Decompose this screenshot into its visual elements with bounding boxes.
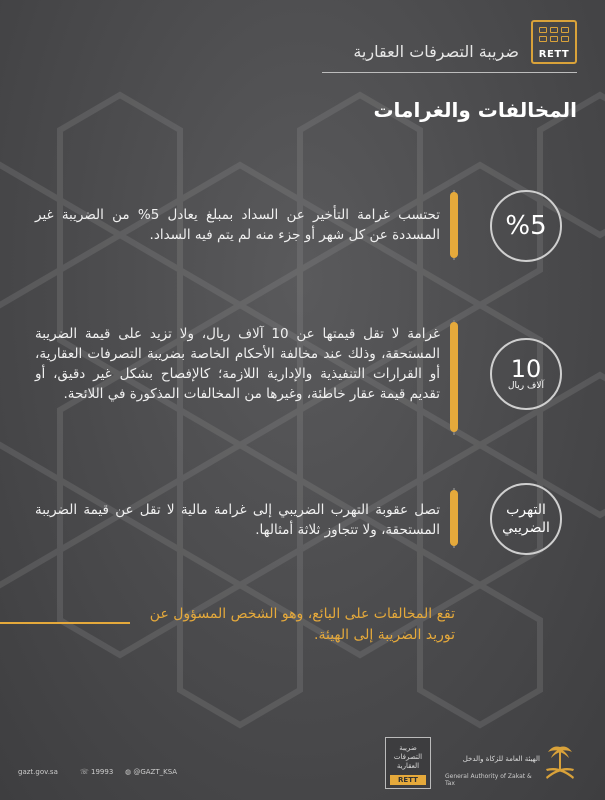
header-title: ضريبة التصرفات العقارية [353, 42, 519, 61]
authority-name-english: General Authority of Zakat & Tax [445, 773, 532, 787]
badge-value: 10 [510, 355, 542, 383]
item-text-late-payment: تحتسب غرامة التأخير عن السداد بمبلغ يعادل 5% من الضريبة غير المسددة عن كل شهر أو جزء منه لم يتم فيه السداد. [35, 207, 440, 243]
badge-circle-percent [490, 190, 562, 262]
timeline-bar [450, 322, 458, 432]
seller-responsibility-note: تقع المخالفات على البائع، وهو الشخص المسؤول عن توريد الضريبة إلى الهيئة. [149, 606, 455, 643]
palm-swords-emblem-icon [540, 743, 580, 781]
footer [0, 715, 605, 800]
badge-circle-ten-thousand [490, 338, 562, 410]
note-accent-line [0, 622, 130, 624]
twitter-handle-text: @GAZT_KSA [133, 768, 178, 776]
rett-footer-logo [385, 737, 431, 789]
badge-circle-tax-evasion [490, 483, 562, 555]
rett-logo-grid-icon [539, 27, 569, 42]
timeline-bar [450, 192, 458, 258]
authority-name-arabic: الهيئة العامة للزكاة والدخل [462, 755, 540, 763]
badge-value: %5 [505, 211, 547, 241]
phone-number-text: 19993 [91, 768, 114, 776]
rett-logo [531, 20, 577, 64]
phone-icon: ☏ [80, 768, 89, 776]
timeline-bar [450, 490, 458, 546]
item-text-tax-evasion: تصل عقوبة التهرب الضريبي إلى غرامة مالية لا تقل عن قيمة الضريبة المستحقة، ولا تتجاوز ثلاثة أمثالها. [35, 502, 440, 538]
rett-footer-logo-arabic: ضريبة التصرفات العقارية [393, 744, 423, 770]
twitter-handle[interactable] [125, 768, 177, 776]
rett-logo-label: RETT [538, 49, 570, 60]
badge-value: التهرب الضريبي [502, 502, 550, 536]
phone-number[interactable] [80, 768, 113, 776]
item-text-violation-fine: غرامة لا تقل قيمتها عن 10 آلاف ريال، ولا تزيد على قيمة الضريبة المستحقة، وذلك عند مخالفة الأحكام الخاصة بضريبة التصرفات العقارية، أو القرارات التنفيذية والإدارية اللازمة؛ كالإفصاح بشكل غير دقيق، أو تقديم قيمة عقار خاطئة، وغيرها من المخالفات المذكورة في اللائحة. [35, 326, 440, 402]
page-title: المخالفات والغرامات [373, 98, 577, 122]
badge-subtitle: آلاف ريال [508, 381, 544, 391]
header-divider [322, 72, 577, 73]
twitter-icon: ◍ [125, 768, 132, 776]
rett-footer-logo-english: RETT [390, 775, 426, 785]
website-link[interactable]: gazt.gov.sa [18, 768, 58, 776]
